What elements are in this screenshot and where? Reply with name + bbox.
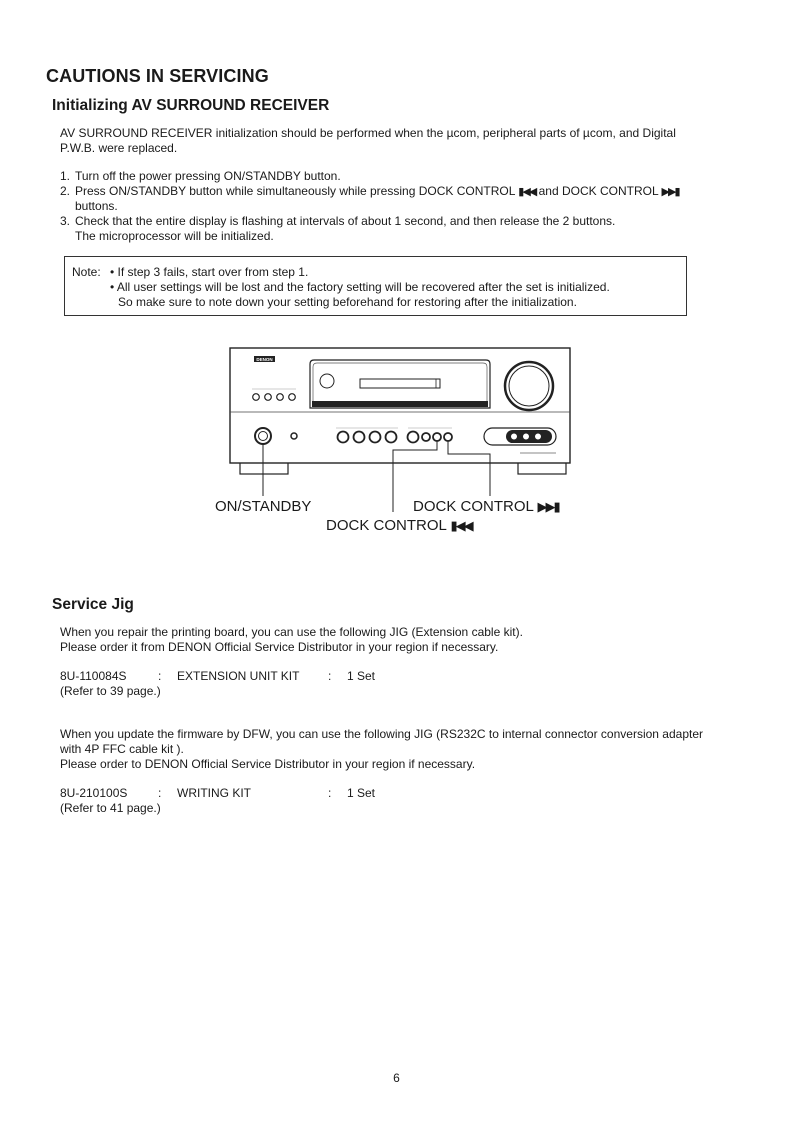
intro-line-2: P.W.B. were replaced. — [60, 141, 178, 155]
step-2-text-a: Press ON/STANDBY button while simultaneously while pressing DOCK CONTROL — [75, 184, 515, 198]
step-3-text: Check that the entire display is flashing at intervals of about 1 second, and then release the 2 buttons. — [75, 214, 616, 228]
next-track-icon: ▶▶▮ — [537, 499, 559, 514]
kit2-name: WRITING KIT — [177, 786, 251, 800]
input-button-5 — [408, 432, 419, 443]
label-on-standby: ON/STANDBY — [215, 498, 312, 515]
brand-text: DENON — [256, 357, 273, 362]
jig-para1-line1: When you repair the printing board, you can use the following JIG (Extension cable kit). — [60, 625, 523, 639]
dock-control-next-button — [444, 433, 452, 441]
label-dock-control-next-text: DOCK CONTROL — [413, 498, 534, 515]
display-indicator — [320, 374, 334, 388]
page-number: 6 — [393, 1071, 400, 1085]
kit1-quantity: 1 Set — [347, 669, 376, 683]
intro-line-1: AV SURROUND RECEIVER initialization should be performed when the µcom, peripheral parts of µcom, and Digital — [60, 126, 676, 140]
jig-para1-line2: Please order it from DENON Official Service Distributor in your region if necessary. — [60, 640, 499, 654]
small-button-3 — [277, 394, 284, 401]
fl-display — [360, 379, 440, 388]
note-item-2: • All user settings will be lost and the factory setting will be recovered after the set is initialized. — [110, 280, 610, 294]
note-label: Note: — [72, 265, 101, 279]
kit1-separator-2: : — [328, 669, 332, 683]
kit1-reference: (Refer to 39 page.) — [60, 684, 161, 698]
kit2-reference: (Refer to 41 page.) — [60, 801, 161, 815]
next-track-icon: ▶▶▮ — [661, 186, 679, 198]
previous-track-icon: ▮◀◀ — [518, 186, 536, 198]
note-item-3: So make sure to note down your setting beforehand for restoring after the initialization. — [118, 295, 577, 309]
step-3-number: 3. — [60, 214, 71, 228]
input-button-3 — [370, 432, 381, 443]
right-foot — [518, 462, 566, 474]
kit1-name: EXTENSION UNIT KIT — [177, 669, 300, 683]
note-item-1: • If step 3 fails, start over from step 1. — [110, 265, 309, 279]
previous-track-icon: ▮◀◀ — [450, 518, 472, 533]
dock-control-prev-button — [433, 433, 441, 441]
section-heading-initializing: Initializing AV SURROUND RECEIVER — [52, 97, 330, 114]
kit2-quantity: 1 Set — [347, 786, 376, 800]
left-foot — [240, 462, 288, 474]
kit1-separator: : — [158, 669, 162, 683]
section-heading-service-jig: Service Jig — [52, 596, 134, 613]
small-button-4 — [289, 394, 296, 401]
small-button-1 — [253, 394, 260, 401]
step-1-number: 1. — [60, 169, 71, 183]
receiver-front-panel-diagram — [0, 0, 793, 560]
step-2-number: 2. — [60, 184, 71, 198]
page-title: CAUTIONS IN SERVICING — [46, 66, 269, 86]
step-1-text: Turn off the power pressing ON/STANDBY button. — [75, 169, 341, 183]
input-button-1 — [338, 432, 349, 443]
jig-para2-line2: with 4P FFC cable kit ). — [60, 742, 184, 756]
label-dock-control-prev — [326, 517, 472, 534]
step-2-text-c: buttons. — [75, 199, 118, 213]
speaker-button — [291, 433, 297, 439]
step-3-text-2: The microprocessor will be initialized. — [75, 229, 274, 243]
input-button-4 — [386, 432, 397, 443]
jig-para2-line3: Please order to DENON Official Service Distributor in your region if necessary. — [60, 757, 476, 771]
kit2-separator: : — [158, 786, 162, 800]
dock-button-1 — [422, 433, 430, 441]
label-dock-control-next — [413, 498, 559, 515]
small-button-2 — [265, 394, 272, 401]
kit2-separator-2: : — [328, 786, 332, 800]
jig-para2-line1: When you update the firmware by DFW, you can use the following JIG (RS232C to internal connector conversion adapter — [60, 727, 703, 741]
master-volume-knob — [505, 362, 553, 410]
input-button-2 — [354, 432, 365, 443]
step-2-text-b: and DOCK CONTROL — [538, 184, 659, 198]
kit1-code: 8U-110084S — [60, 669, 127, 683]
kit2-code: 8U-210100S — [60, 786, 128, 800]
label-dock-control-prev-text: DOCK CONTROL — [326, 517, 447, 534]
display-bottom-strip — [312, 401, 488, 407]
